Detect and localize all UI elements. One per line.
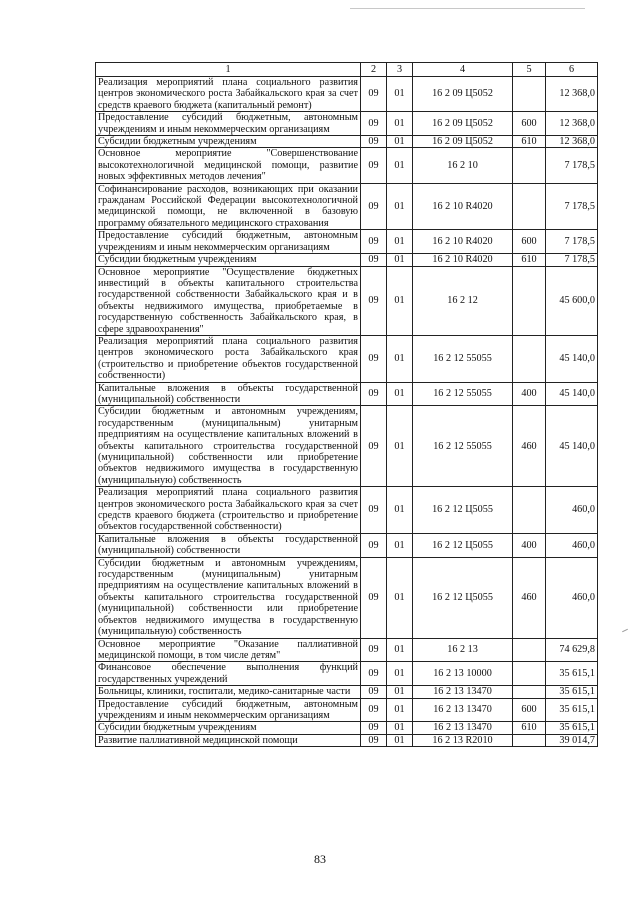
cell-amount: 45 140,0: [546, 382, 598, 406]
header-col-3: 3: [387, 63, 413, 77]
cell-subsection: 01: [387, 136, 413, 148]
cell-target-article: 16 2 10: [413, 148, 513, 183]
cell-subsection: 01: [387, 77, 413, 112]
cell-amount: 12 368,0: [546, 112, 598, 136]
cell-section: 09: [361, 406, 387, 487]
cell-subsection: 01: [387, 533, 413, 557]
cell-expense-type: [513, 148, 546, 183]
table-row: [96, 382, 598, 406]
table-row: [96, 686, 598, 698]
cell-name: Предоставление субсидий бюджетным, автономным учреждениям и иным некоммерческим организациям: [96, 698, 361, 722]
cell-subsection: 01: [387, 722, 413, 734]
cell-amount: 35 615,1: [546, 662, 598, 686]
table-row: [96, 112, 598, 136]
cell-name: Капитальные вложения в объекты государственной (муниципальной) собственности: [96, 382, 361, 406]
cell-subsection: 01: [387, 148, 413, 183]
cell-amount: 35 615,1: [546, 698, 598, 722]
cell-amount: 460,0: [546, 533, 598, 557]
cell-amount: 7 178,5: [546, 254, 598, 266]
cell-expense-type: 400: [513, 382, 546, 406]
cell-subsection: 01: [387, 230, 413, 254]
cell-section: 09: [361, 698, 387, 722]
cell-expense-type: [513, 686, 546, 698]
cell-name: Субсидии бюджетным учреждениям: [96, 722, 361, 734]
cell-expense-type: 400: [513, 533, 546, 557]
cell-target-article: 16 2 12: [413, 266, 513, 335]
cell-name: Субсидии бюджетным учреждениям: [96, 254, 361, 266]
cell-expense-type: [513, 183, 546, 230]
cell-section: 09: [361, 662, 387, 686]
cell-target-article: 16 2 12 Ц5055: [413, 487, 513, 534]
table-body: [96, 77, 598, 747]
table-row: [96, 557, 598, 638]
cell-name: Развитие паллиативной медицинской помощи: [96, 734, 361, 746]
table-row: [96, 734, 598, 746]
cell-name: Основное мероприятие "Осуществление бюджетных инвестиций в объекты капитального строительства государственной собственности Забайкальского края и в объекты недвижимого имущества, приобретаемые в государственную собственность Забайкальского края, в сфере здравоохранения": [96, 266, 361, 335]
cell-expense-type: 610: [513, 722, 546, 734]
cell-section: 09: [361, 148, 387, 183]
cell-subsection: 01: [387, 406, 413, 487]
cell-name: Предоставление субсидий бюджетным, автономным учреждениям и иным некоммерческим организациям: [96, 230, 361, 254]
cell-name: Реализация мероприятий плана социального развития центров экономического роста Забайкальского края за счет средств краевого бюджета (строительство и приобретение объектов государственной собственности): [96, 487, 361, 534]
cell-section: 09: [361, 266, 387, 335]
cell-expense-type: [513, 266, 546, 335]
cell-section: 09: [361, 382, 387, 406]
cell-subsection: 01: [387, 662, 413, 686]
cell-target-article: 16 2 10 R4020: [413, 183, 513, 230]
cell-expense-type: 460: [513, 557, 546, 638]
cell-expense-type: 610: [513, 136, 546, 148]
table-row: [96, 148, 598, 183]
cell-name: Финансовое обеспечение выполнения функций государственных учреждений: [96, 662, 361, 686]
cell-amount: 35 615,1: [546, 686, 598, 698]
cell-amount: 460,0: [546, 557, 598, 638]
table-row: [96, 487, 598, 534]
cell-name: Субсидии бюджетным и автономным учреждениям, государственным (муниципальным) унитарным предприятиям на осуществление капитальных вложений в объекты капитального строительства государственной (муниципальной) собственности или приобретение объектов недвижимого имущества в государственную (муниципальную) собственность: [96, 406, 361, 487]
cell-section: 09: [361, 686, 387, 698]
cell-expense-type: 600: [513, 112, 546, 136]
cell-name: Субсидии бюджетным учреждениям: [96, 136, 361, 148]
cell-target-article: 16 2 10 R4020: [413, 230, 513, 254]
cell-subsection: 01: [387, 183, 413, 230]
cell-subsection: 01: [387, 557, 413, 638]
cell-subsection: 01: [387, 487, 413, 534]
page-number: 83: [314, 852, 326, 866]
cell-section: 09: [361, 230, 387, 254]
table-row: [96, 698, 598, 722]
cell-name: Предоставление субсидий бюджетным, автономным учреждениям и иным некоммерческим организациям: [96, 112, 361, 136]
cell-section: 09: [361, 77, 387, 112]
cell-section: 09: [361, 183, 387, 230]
header-col-5: 5: [513, 63, 546, 77]
cell-section: 09: [361, 487, 387, 534]
cell-subsection: 01: [387, 254, 413, 266]
cell-expense-type: 610: [513, 254, 546, 266]
cell-target-article: 16 2 13 13470: [413, 722, 513, 734]
cell-subsection: 01: [387, 335, 413, 382]
cell-section: 09: [361, 335, 387, 382]
cell-target-article: 16 2 13 13470: [413, 698, 513, 722]
table-row: [96, 638, 598, 662]
cell-section: 09: [361, 533, 387, 557]
cell-subsection: 01: [387, 698, 413, 722]
table-row: [96, 722, 598, 734]
cell-amount: 74 629,8: [546, 638, 598, 662]
table-header-row: [96, 63, 598, 77]
cell-amount: 39 014,7: [546, 734, 598, 746]
cell-expense-type: [513, 77, 546, 112]
cell-amount: 7 178,5: [546, 230, 598, 254]
cell-target-article: 16 2 13 R2010: [413, 734, 513, 746]
cell-target-article: 16 2 13: [413, 638, 513, 662]
table-row: [96, 77, 598, 112]
cell-subsection: 01: [387, 686, 413, 698]
cell-expense-type: [513, 487, 546, 534]
cell-amount: 45 140,0: [546, 406, 598, 487]
table-row: [96, 230, 598, 254]
cell-name: Субсидии бюджетным и автономным учреждениям, государственным (муниципальным) унитарным предприятиям на осуществление капитальных вложений в объекты капитального строительства государственной (муниципальной) собственности или приобретение объектов недвижимого имущества в государственную (муниципальную) собственность: [96, 557, 361, 638]
table-row: [96, 406, 598, 487]
header-col-6: 6: [546, 63, 598, 77]
table-row: [96, 266, 598, 335]
table-row: [96, 183, 598, 230]
header-col-2: 2: [361, 63, 387, 77]
cell-section: 09: [361, 112, 387, 136]
cell-section: 09: [361, 722, 387, 734]
cell-target-article: 16 2 13 10000: [413, 662, 513, 686]
cell-target-article: 16 2 13 13470: [413, 686, 513, 698]
cell-name: Реализация мероприятий плана социального развития центров экономического роста Забайкальского края за счет средств краевого бюджета (капитальный ремонт): [96, 77, 361, 112]
cell-amount: 7 178,5: [546, 148, 598, 183]
cell-target-article: 16 2 09 Ц5052: [413, 77, 513, 112]
cell-expense-type: 600: [513, 698, 546, 722]
cell-name: Реализация мероприятий плана социального развития центров экономического роста Забайкальского края (строительство и приобретение объектов государственной собственности): [96, 335, 361, 382]
cell-amount: 7 178,5: [546, 183, 598, 230]
cell-subsection: 01: [387, 382, 413, 406]
cell-subsection: 01: [387, 266, 413, 335]
cell-amount: 45 600,0: [546, 266, 598, 335]
cell-expense-type: [513, 734, 546, 746]
cell-subsection: 01: [387, 638, 413, 662]
cell-expense-type: [513, 335, 546, 382]
cell-target-article: 16 2 12 Ц5055: [413, 533, 513, 557]
table-row: [96, 662, 598, 686]
table-row: [96, 254, 598, 266]
header-col-4: 4: [413, 63, 513, 77]
cell-amount: 45 140,0: [546, 335, 598, 382]
cell-target-article: 16 2 12 55055: [413, 335, 513, 382]
cell-amount: 12 368,0: [546, 77, 598, 112]
cell-expense-type: 460: [513, 406, 546, 487]
cell-target-article: 16 2 09 Ц5052: [413, 112, 513, 136]
header-col-1: 1: [96, 63, 361, 77]
cell-section: 09: [361, 557, 387, 638]
cell-target-article: 16 2 09 Ц5052: [413, 136, 513, 148]
cell-subsection: 01: [387, 734, 413, 746]
scan-edge-line: [350, 8, 585, 9]
cell-amount: 460,0: [546, 487, 598, 534]
cell-section: 09: [361, 254, 387, 266]
cell-target-article: 16 2 12 55055: [413, 382, 513, 406]
cell-name: Капитальные вложения в объекты государственной (муниципальной) собственности: [96, 533, 361, 557]
table-row: [96, 533, 598, 557]
cell-target-article: 16 2 10 R4020: [413, 254, 513, 266]
cell-target-article: 16 2 12 55055: [413, 406, 513, 487]
cell-expense-type: 600: [513, 230, 546, 254]
scan-mark: [622, 629, 628, 632]
cell-expense-type: [513, 638, 546, 662]
cell-name: Софинансирование расходов, возникающих при оказании гражданам Российской Федерации высокотехнологичной медицинской помощи, не включенной в базовую программу обязательного медицинского страхования: [96, 183, 361, 230]
cell-amount: 12 368,0: [546, 136, 598, 148]
table-row: [96, 335, 598, 382]
cell-section: 09: [361, 136, 387, 148]
table-row: [96, 136, 598, 148]
cell-name: Основное мероприятие "Оказание паллиативной медицинской помощи, в том числе детям": [96, 638, 361, 662]
cell-name: Основное мероприятие "Совершенствование высокотехнологичной медицинской помощи, развитие новых эффективных методов лечения": [96, 148, 361, 183]
cell-amount: 35 615,1: [546, 722, 598, 734]
cell-target-article: 16 2 12 Ц5055: [413, 557, 513, 638]
cell-expense-type: [513, 662, 546, 686]
cell-section: 09: [361, 638, 387, 662]
cell-section: 09: [361, 734, 387, 746]
cell-name: Больницы, клиники, госпитали, медико-санитарные части: [96, 686, 361, 698]
budget-table: [95, 62, 598, 747]
cell-subsection: 01: [387, 112, 413, 136]
